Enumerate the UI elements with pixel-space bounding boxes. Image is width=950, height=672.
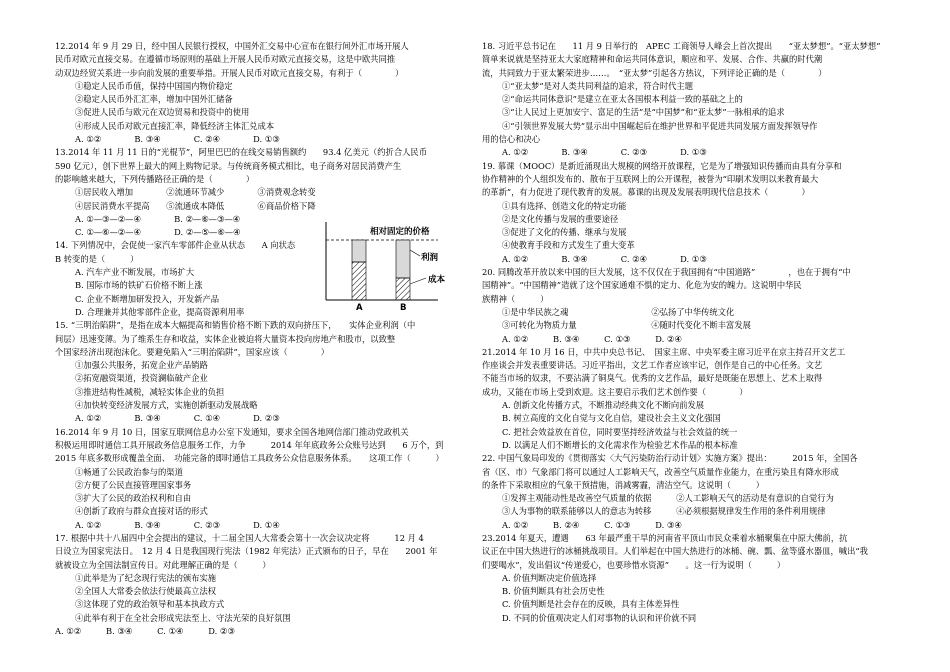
question-line: ③促进了文化的传播、继承与发展 xyxy=(502,227,627,238)
right-column xyxy=(482,40,890,625)
question-line: ①此举是为了纪念现行宪法的颁布实施 xyxy=(75,572,217,583)
question-line: B. 国际市场的铁矿石价格不断上涨 xyxy=(75,280,203,291)
question-line: A. ①② B. ③④ C. ①④ D. ②③ xyxy=(75,413,280,424)
question-line: B. 价值判断具有社会历史性 xyxy=(502,586,605,597)
bar-b-profit xyxy=(396,240,410,278)
question-line: 作座谈会并发表重要讲话。习近平指出，文艺工作者应该牢记，创作是自己的中心任务。文艺 xyxy=(482,360,823,371)
question-line: D. 合理兼并其他零部件企业，提高资源利用率 xyxy=(75,306,245,317)
question-line: C. 价值判断是社会存在的反映，具有主体差异性 xyxy=(502,599,680,610)
question-q15 xyxy=(55,319,465,425)
question-line: 不能当市场的奴隶，不要沾满了铜臭气。优秀的文艺作品，最好是既能在思想上、艺术上取得 xyxy=(482,373,823,384)
left-column xyxy=(55,40,465,638)
question-q17 xyxy=(55,532,465,638)
question-line: ①具有选择、创造文化的特定功能 xyxy=(502,200,627,211)
profit-pointer xyxy=(410,250,420,256)
question-line: ④形成人民币对欧元直接汇率，降低经济主体汇兑成本 xyxy=(75,120,275,131)
bar-a-cost xyxy=(352,262,366,300)
question-q18 xyxy=(482,40,890,160)
question-line: 12.2014 年 9 月 29 日，经中国人民银行授权，中国外汇交易中心宣布在银行间外汇市场开展人 xyxy=(55,41,409,51)
question-q20 xyxy=(482,266,890,346)
question-line: 国精神”。“中国精神”造就了这个国家通难不惧的定力、化危为安的魄力。这说明中华民 xyxy=(482,280,802,291)
question-line: 民币对欧元直接交易。在遵循市场原则的基础上开展人民币对欧元直接交易，这是中欧共同推 xyxy=(55,54,396,65)
question-line: A. ①② B. ③④ C. ①④ D. ②③ xyxy=(55,626,235,637)
question-line: A. ①② B. ③④ C. ②④ D. ①③ xyxy=(502,253,707,264)
question-line: 间层）迅速变薄。为了维系生存和收益，实体企业被迫将大量资本投向房地产和股市，以致整 xyxy=(55,333,396,344)
question-line: 成功，又能在市场上受到欢迎。这主要启示我们艺术创作要（ ） xyxy=(482,386,748,397)
question-line: ③扩大了公民的政治权利和自由 xyxy=(75,493,192,504)
question-line: 23.2014 年夏天，遭遇 63 年最严重干旱的河南省平顶山市民众乘着水桶聚集在中原大佛前，抗 xyxy=(482,532,848,543)
cost-pointer xyxy=(410,278,426,284)
question-line: 议正在中国大热进行的冰桶挑战项目。人们举起在中国大热进行的冰桶、碗、瓢、盆等盛水器皿，喊出“我 xyxy=(482,546,868,557)
question-q19 xyxy=(482,160,890,266)
question-line: D. 不同的价值观决定人们对事物的认识和评价就不同 xyxy=(502,612,697,623)
bar-b-label: B xyxy=(400,303,407,313)
question-line: ②方便了公民直接管理国家事务 xyxy=(75,479,192,490)
question-line: A. 创新文化传播方式，不断推动经典文化不断向前发展 xyxy=(502,400,705,411)
question-line: 16.2014 年 9 月 10 日，国家互联网信息办公室下发通知，要求全国各地网信部门推动党政机关 xyxy=(55,426,409,437)
question-line: ③促进人民币与欧元在双边贸易和投资中的使用 xyxy=(75,107,250,118)
question-line: 省（区、市）气象部门将可以通过人工影响天气，改善空气质量作业能力，在重污染且有降水形成 xyxy=(482,466,839,477)
question-line: 590 亿元），创下世界上最大的网上购物记录。与传统商务模式相比，电子商务对居民消费产生 xyxy=(55,160,402,171)
question-line: 14. 下列情况中，会促使一家汽车零部件企业从状态 A 向状态 xyxy=(55,240,296,251)
question-line: ④居民消费水平提高 ⑤流通成本降低 ⑥商品价格下降 xyxy=(75,200,316,211)
question-line: ③可转化为物质力量 ④随时代变化不断丰富发展 xyxy=(502,320,751,331)
question-line: 日设立为国家宪法日。 12 月 4 日是我国现行宪法（1982 年宪法）正式颁布的日子，早在 2001 年 xyxy=(55,546,438,557)
question-line: ④创新了政府与群众直接对话的形式 xyxy=(75,506,208,517)
question-line: 们要喝水”，发出倡议“传递爱心，也要珍惜水资源” 。这一行为说明（ ） xyxy=(482,559,786,570)
question-line: ③推进结构性减税，减轻实体企业的负担 xyxy=(75,386,225,397)
question-line: ③这体现了党的政治领导和基本执政方式 xyxy=(75,599,225,610)
cost-label: 成本 xyxy=(428,275,446,285)
question-line: 22. 中国气象局印发的《贯彻落实〈大气污染防治行动计划〉实施方案》提出： 2015 年，全国各 xyxy=(482,453,858,464)
question-line: 动双边经贸关系进一步向前发展的重要举措。开展人民币对欧元直接交易，有利于（ ） xyxy=(55,67,404,78)
question-line: A. ①② B. ②④ C. ①③ D. ③④ xyxy=(502,519,682,530)
bar-b-cost xyxy=(396,278,410,300)
question-line: ②稳定人民币外汇汇率，增加中国外汇储备 xyxy=(75,94,233,105)
question-q12 xyxy=(55,40,465,146)
question-q21 xyxy=(482,346,890,452)
question-line: ②是文化传播与发展的重要途径 xyxy=(502,213,619,224)
question-line: B 转变的是（ ） xyxy=(55,253,139,264)
question-line: 简单来说就是坚持亚太大家庭精神和命运共同体意识，顺应和平、发展、合作、共赢的时代潮 xyxy=(482,54,823,65)
question-line: 13.2014 年 11 月 11 日的“光棍节”，阿里巴巴的在线交易销售额约 93.4 亿美元（约折合人民币 xyxy=(55,147,428,158)
question-line: 族精神（ ） xyxy=(482,293,549,304)
question-line: C. ①—⑥—②—④ D. ②—⑤—⑥—④ xyxy=(75,227,241,238)
question-q22 xyxy=(482,452,890,532)
question-line: ①是中华民族之魂 ②弘扬了中华传统文化 xyxy=(502,306,735,317)
question-q23 xyxy=(482,532,890,625)
question-line: 20. 同腾改革开放以来中国的巨大发展，这不仅仅在于我国拥有“中国道路” ，也在于拥有“中 xyxy=(482,267,851,278)
question-line: 2015 年底多数形成覆盖全面、 功能完备的即时通信工具政务公众信息服务体系。 这项工作（ ） xyxy=(55,453,444,464)
question-line: 18. 习近平总书记在 11 月 9 日举行的 APEC 工商领导人峰会上首次提出 “亚太梦想”。“亚太梦想” xyxy=(482,41,881,51)
question-line: ④此举有利于在全社会形成宪法至上、守法光荣的良好氛围 xyxy=(75,612,291,623)
question-line: C. 企业不断增加研发投入，开发新产品 xyxy=(75,293,220,304)
question-line: 积极运用即时通信工具开展政务信息服务工作，力争 2014 年年底政务公众账号达到 6 万个，到 xyxy=(55,439,444,450)
question-line: D. 以满足人们不断增长的文化需求作为检验艺术作品的根本标准 xyxy=(502,439,738,450)
question-line: 流，共同致力于亚太繁荣进步……。 “亚太梦”引起各方热议，下列评论正确的是（ ） xyxy=(482,67,827,78)
question-line: ①畅通了公民政治参与的渠道 xyxy=(75,466,183,477)
question-line: A. ①② B. ③④ C. ②③ D. ①③ xyxy=(502,147,707,158)
question-line: ③“让人民过上更加安宁、富足的生活”是“中国梦”和“亚太梦”一脉相承的追求 xyxy=(502,107,785,118)
figure-title: 相对固定的价格 xyxy=(370,227,430,237)
question-line: 协作精神的个人组织发布的、散布于互联网上的公开课程，被誉为“印刷术发明以来教育最大 xyxy=(482,173,819,184)
question-line: ①“亚太梦”是对人类共同利益的追求，符合时代主题 xyxy=(502,80,694,91)
question-line: ④使教育手段和方式发生了重大变革 xyxy=(502,240,635,251)
question-line: 的影响越来越大，下列传播路径正确的是（ ） xyxy=(55,173,255,184)
question-line: 就被设立为全国法制宣传日。对此理解正确的是（ ） xyxy=(55,559,271,570)
question-line: 用的信心和决心 xyxy=(482,134,541,145)
question-q16 xyxy=(55,426,465,532)
question-line: 的革新”，有力促进了现代教育的发展。慕课的出现及发展表明现代信息技术（ ） xyxy=(482,187,810,198)
question-line: A. ①—③—②—④ B. ②—⑥—③—④ xyxy=(75,213,241,224)
question-line: 17. 根据中共十八届四中全会提出的建议，十二届全国人大常委会第十一次会议决定将 12 月 4 xyxy=(55,532,424,543)
question-line: ①发挥主观能动性是改善空气质量的依据 ②人工影响天气的活动是有意识的自觉行为 xyxy=(502,493,834,504)
bar-a-label: A xyxy=(356,303,363,313)
question-line: ④加快转变经济发展方式，实施创新驱动发展战略 xyxy=(75,400,258,411)
question-line: ①居民收入增加 ②流通环节减少 ③消费观念转变 xyxy=(75,187,316,198)
bar-a-profit xyxy=(352,240,366,262)
question-line: ②拓宽融资渠道，投资澜临破产企业 xyxy=(75,373,208,384)
question-line: A. 汽车产业不断发展，市场扩大 xyxy=(75,267,195,278)
profit-label: 利润 xyxy=(421,253,439,263)
question-line: A. ①② B. ③④ C. ②③ D. ①④ xyxy=(75,519,280,530)
question-line: 的条件下采取相应的气象干预措施，消减雾霾，清洁空气。这说明（ ） xyxy=(482,479,765,490)
question-line: A. ①② B. ③④ C. ②④ D. ①③ xyxy=(75,134,280,145)
question-line: A. ①② B. ③④ C. ①③ D. ②④ xyxy=(502,333,682,344)
question-line: C. 把社会效益放在首位，同时要坚持经济效益与社会效益的统一 xyxy=(502,426,738,437)
question-line: B. 树立高度的文化自觉与文化自信，建设社会主义文化强国 xyxy=(502,413,721,424)
question-line: 21.2014 年 10 月 16 日，中共中央总书记、 国家主席、中央军委主席习近平在京主持召开文艺工 xyxy=(482,346,846,357)
price-cost-profit-figure xyxy=(318,218,470,314)
question-line: A. 价值判断决定价值选择 xyxy=(502,572,597,583)
question-line: 19. 慕课（MOOC）是新近涌现出大规模的网络开放课程，它是为了增强知识传播而由具有分享和 xyxy=(482,160,842,171)
question-line: ②全国人大常委会依法行使最高立法权 xyxy=(75,586,217,597)
question-line: ④“引领世界发展大势”显示出中国崛起后在维护世界和平促进共同发展方面发挥领导作 xyxy=(502,120,818,131)
question-line: ②“命运共同体意识”是建立在亚太各国根本利益一致的基础之上的 xyxy=(502,94,743,105)
question-line: 15. “三明治陷阱”，是指在成本大幅提高和销售价格不断下跌的双向挤压下， 实体企业利润（中 xyxy=(55,320,416,331)
question-line: ①加强公共服务，拓宽企业产品销路 xyxy=(75,360,208,371)
question-line: ③人为事物的联系能够以人的意志为转移 ④必须根据规律发生作用的条件利用规律 xyxy=(502,506,826,517)
question-line: ①稳定人民币币值，保持中国国内物价稳定 xyxy=(75,80,233,91)
question-line: 个国家经济出现泡沫化。要避免陷入“三明治陷阱”，国家应该（ ） xyxy=(55,346,329,357)
